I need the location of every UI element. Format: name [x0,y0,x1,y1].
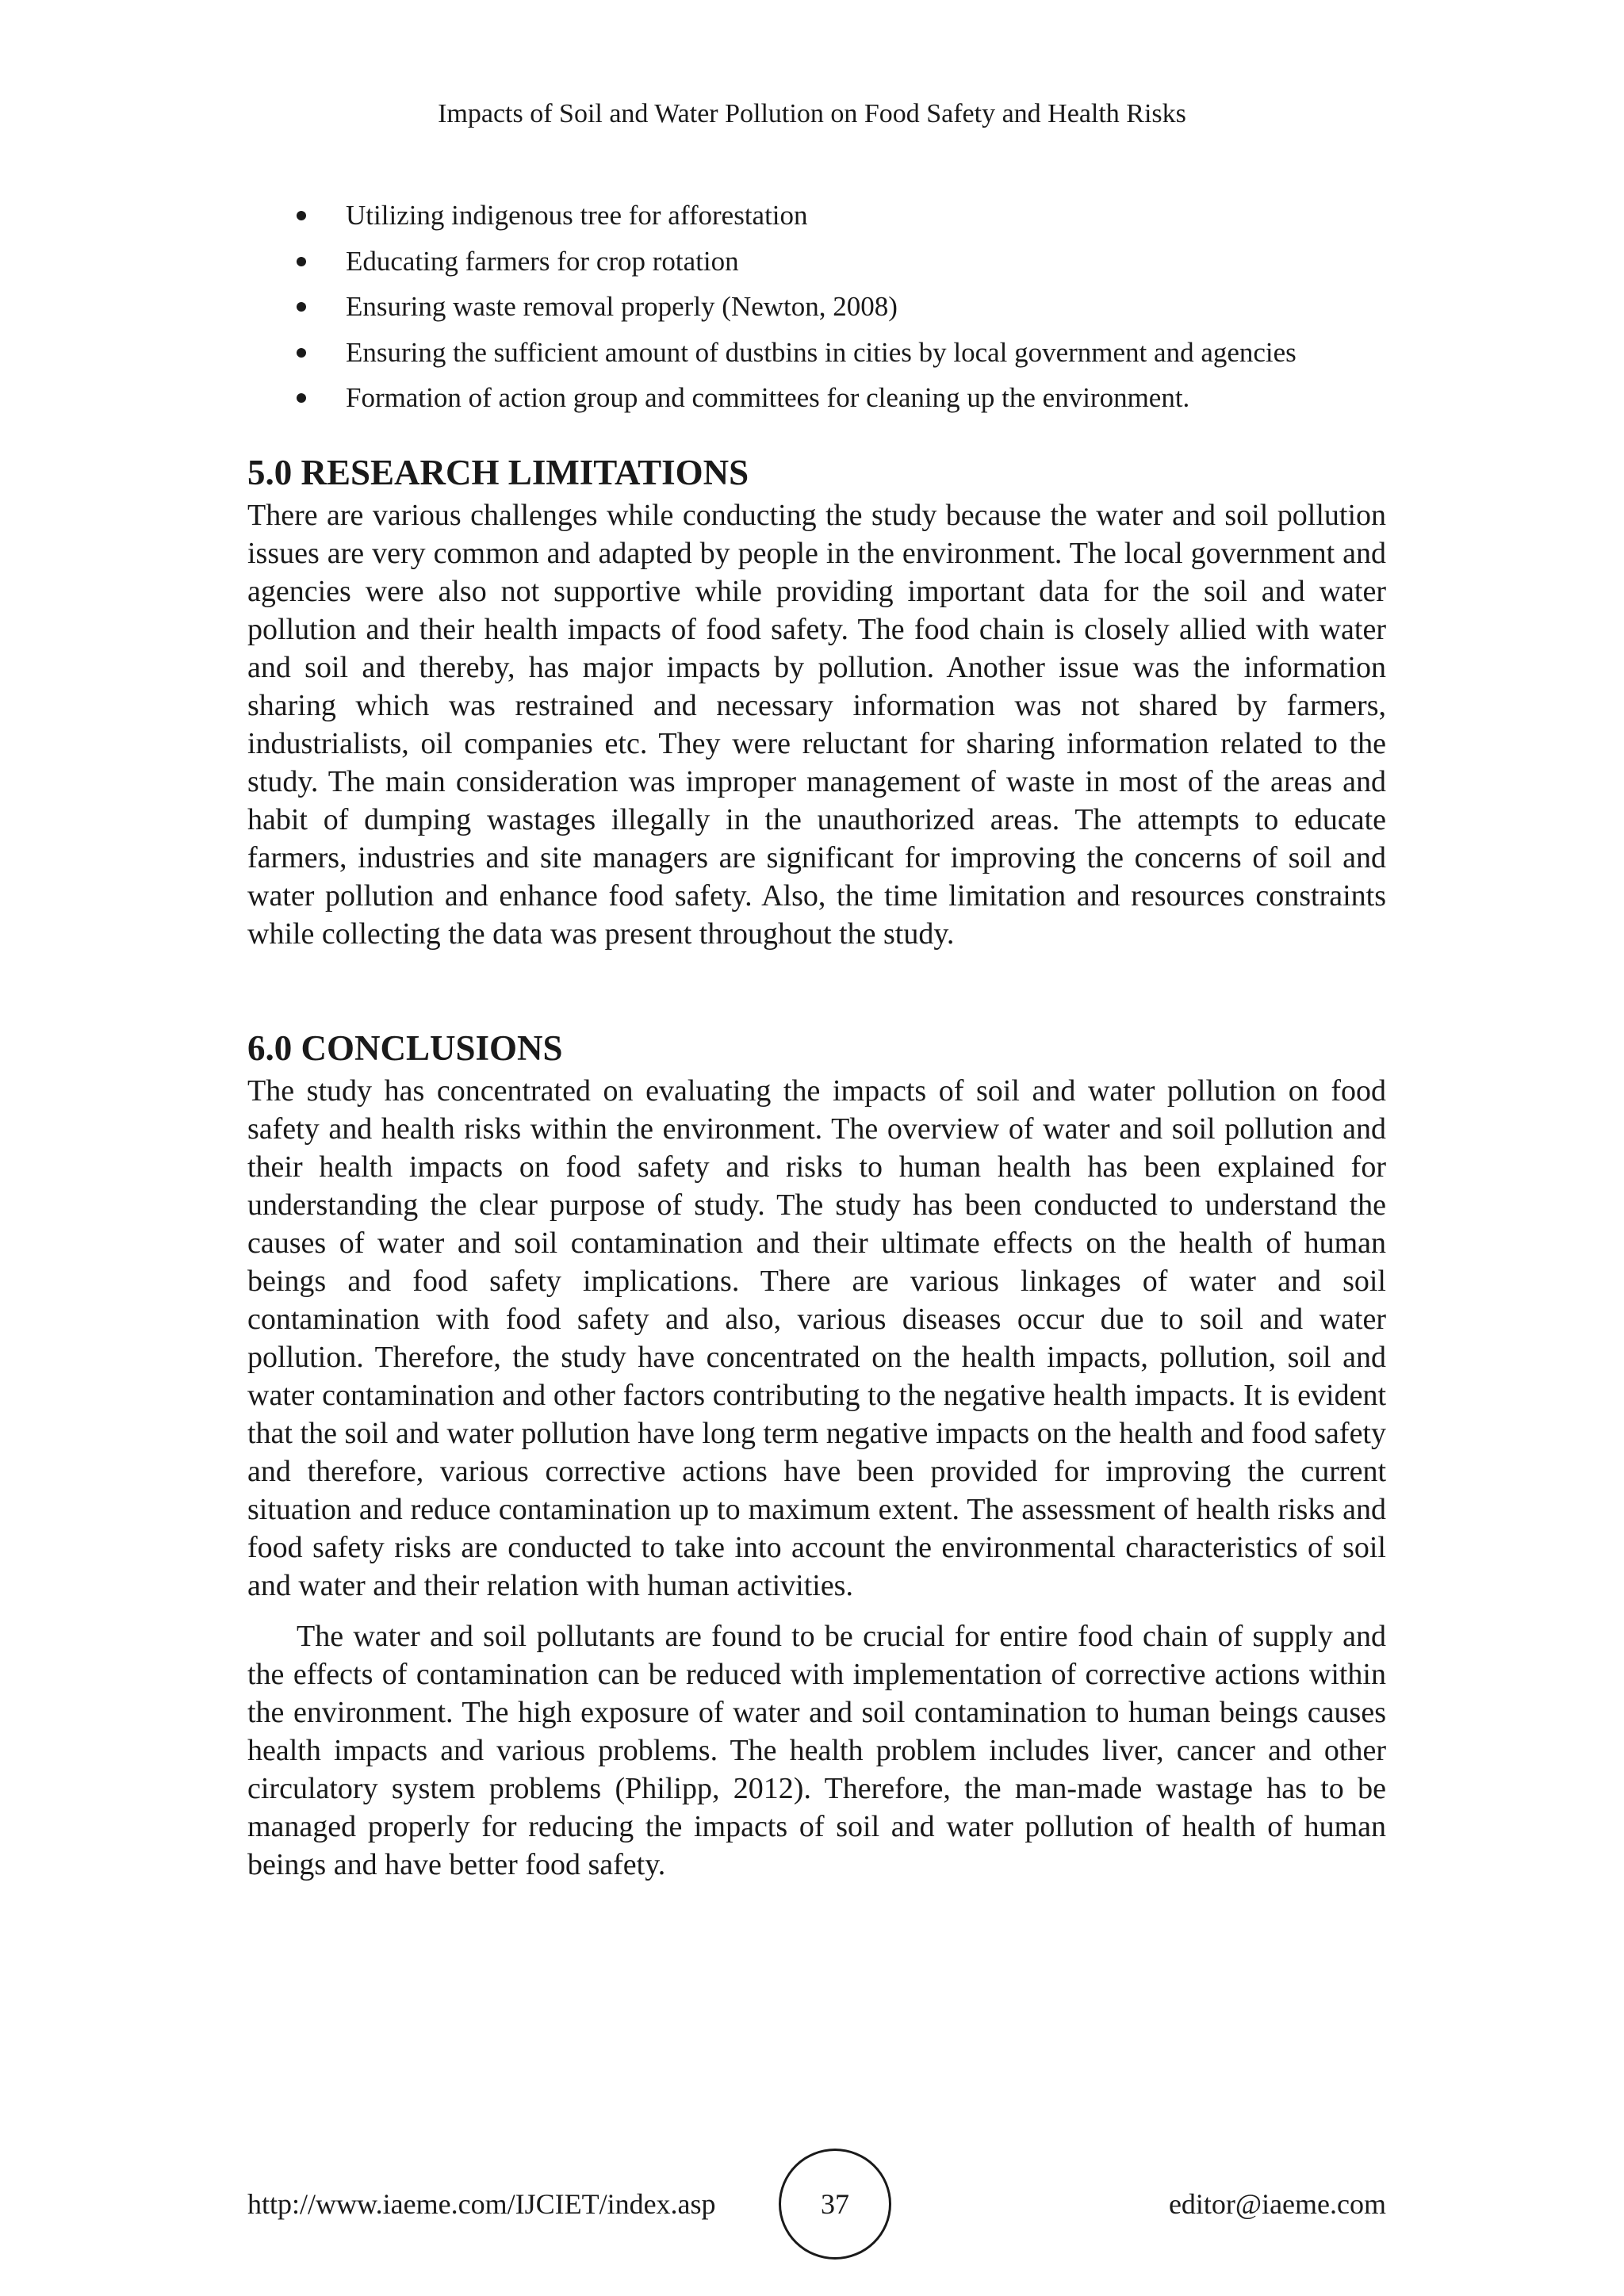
list-item [293,193,1404,239]
footer-email-link[interactable]: editor@iaeme.com [1168,2188,1386,2220]
section-conclusions [247,1024,1386,1884]
list-item-text: Ensuring waste removal properly (Newton, 2008) [346,291,898,322]
bullet-icon [297,302,306,312]
bullet-icon [297,257,306,266]
bullet-icon [297,348,306,358]
list-item [293,284,1404,330]
bullet-icon [297,211,306,220]
list-item-text: Ensuring the sufficient amount of dustbins in cities by local government and agencies [346,336,1297,368]
list-item [293,330,1404,376]
page-number: 37 [779,2149,891,2260]
paragraph: The water and soil pollutants are found to be crucial for entire food chain of supply and the effects of contamination can be reduced with implementation of corrective actions within the environment. The high exposure of water and soil contamination to human beings causes health impacts and various problems. The health problem includes liver, cancer and other circulatory system problems (Philipp, 2012). Therefore, the man-made wastage has to be managed properly for reducing the impacts of soil and water pollution of health of human beings and have better food safety. [247,1620,1386,1881]
list-item-text: Utilizing indigenous tree for afforestation [346,200,808,231]
page-footer [247,2149,1386,2260]
list-item [293,375,1404,421]
bullet-icon [297,393,306,403]
list-item-text: Educating farmers for crop rotation [346,245,739,277]
paragraph: There are various challenges while conducting the study because the water and soil pollution issues are very common and adapted by people in the environment. The local government and agencies were also not supportive while providing important data for the soil and water pollution and their health impacts of food safety. The food chain is closely allied with water and soil and thereby, has major impacts by pollution. Another issue was the information sharing which was restrained and necessary information was not shared by farmers, industrialists, oil companies etc. They were reluctant for sharing information related to the study. The main consideration was improper management of waste in most of the areas and habit of dumping wastages illegally in the unauthorized areas. The attempts to educate farmers, industries and site managers are significant for improving the concerns of soil and water pollution and enhance food safety. Also, the time limitation and resources constraints while collecting the data was present throughout the study. [247,499,1386,951]
section-heading: 6.0 CONCLUSIONS [247,1028,563,1068]
paragraph: The study has concentrated on evaluating the impacts of soil and water pollution on food safety and health risks within the environment. The overview of water and soil pollution and their health impacts on food safety and risks to human health has been explained for understanding the clear purpose of study. The study has been conducted to understand the causes of water and soil contamination and their ultimate effects on the health of human beings and food safety implications. There are various linkages of water and soil contamination with food safety and also, various diseases occur due to soil and water pollution. Therefore, the study have concentrated on the health impacts, pollution, soil and water contamination and other factors contributing to the negative health impacts. It is evident that the soil and water pollution have long term negative impacts on the health and food safety and therefore, various corrective actions have been provided for improving the current situation and reduce contamination up to maximum extent. The assessment of health risks and food safety risks are conducted to take into account the environmental characteristics of soil and water and their relation with human activities. [247,1074,1386,1602]
footer-url-link[interactable]: http://www.iaeme.com/IJCIET/index.asp [247,2188,716,2220]
section-research-limitations [247,449,1386,953]
list-item [293,239,1404,285]
list-item-text: Formation of action group and committees for cleaning up the environment. [346,382,1190,413]
section-heading: 5.0 RESEARCH LIMITATIONS [247,453,749,492]
running-header: Impacts of Soil and Water Pollution on Food Safety and Health Risks [438,99,1186,128]
bullet-list [293,193,1404,421]
